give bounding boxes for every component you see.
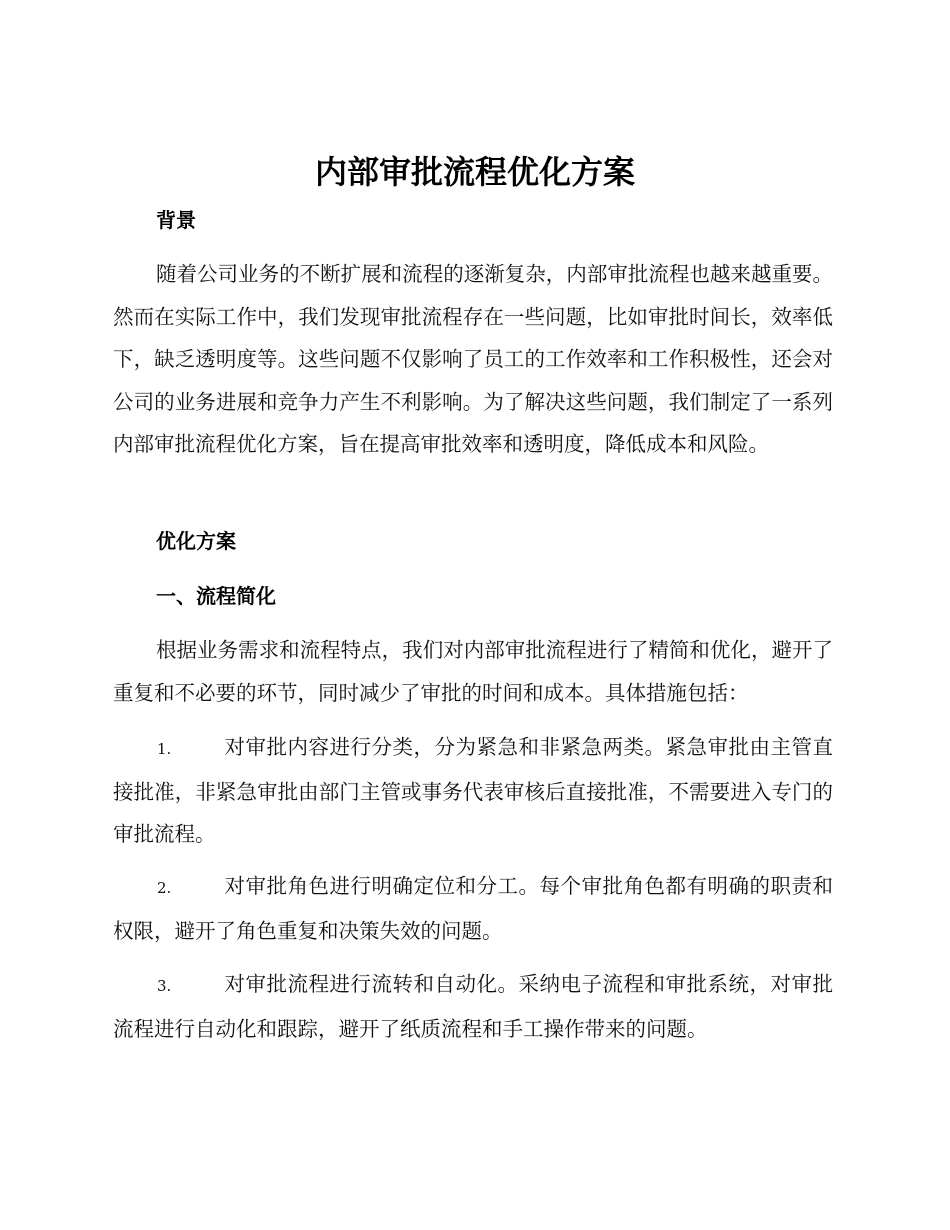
list-item — [113, 726, 833, 856]
list-item-number: 1. — [157, 740, 172, 758]
section-heading-step1: 一、流程简化 — [156, 584, 276, 608]
paragraph-background: 随着公司业务的不断扩展和流程的逐渐复杂，内部审批流程也越来越重要。然而在实际工作中，我们发现审批流程存在一些问题，比如审批时间长，效率低下，缺乏透明度等。这些问题不仅影响了员工的工作效率和工作积极性，还会对公司的业务进展和竞争力产生不利影响。为了解决这些问题，我们制定了一系列内部审批流程优化方案，旨在提高审批效率和透明度，降低成本和风险。 — [113, 262, 833, 456]
section-heading-plan: 优化方案 — [156, 529, 236, 553]
list-item-text: 对审批角色进行明确定位和分工。每个审批角色都有明确的职责和权限，避开了角色重复和决策失效的问题。 — [113, 874, 833, 943]
list-item-text: 对审批流程进行流转和自动化。采纳电子流程和审批系统，对审批流程进行自动化和跟踪，避开了纸质流程和手工操作带来的问题。 — [113, 972, 833, 1041]
list-item — [113, 865, 833, 952]
list-item — [113, 963, 833, 1050]
list-item-text: 对审批内容进行分类，分为紧急和非紧急两类。紧急审批由主管直接批准，非紧急审批由部门主管或事务代表审核后直接批准，不需要进入专门的审批流程。 — [113, 735, 833, 846]
page-title: 内部审批流程优化方案 — [314, 153, 635, 191]
paragraph-step1: 根据业务需求和流程特点，我们对内部审批流程进行了精简和优化，避开了重复和不必要的环节，同时减少了审批的时间和成本。具体措施包括： — [113, 638, 833, 705]
section-heading-background: 背景 — [156, 208, 196, 232]
list-item-number: 3. — [157, 977, 172, 995]
list-item-number: 2. — [157, 879, 172, 897]
